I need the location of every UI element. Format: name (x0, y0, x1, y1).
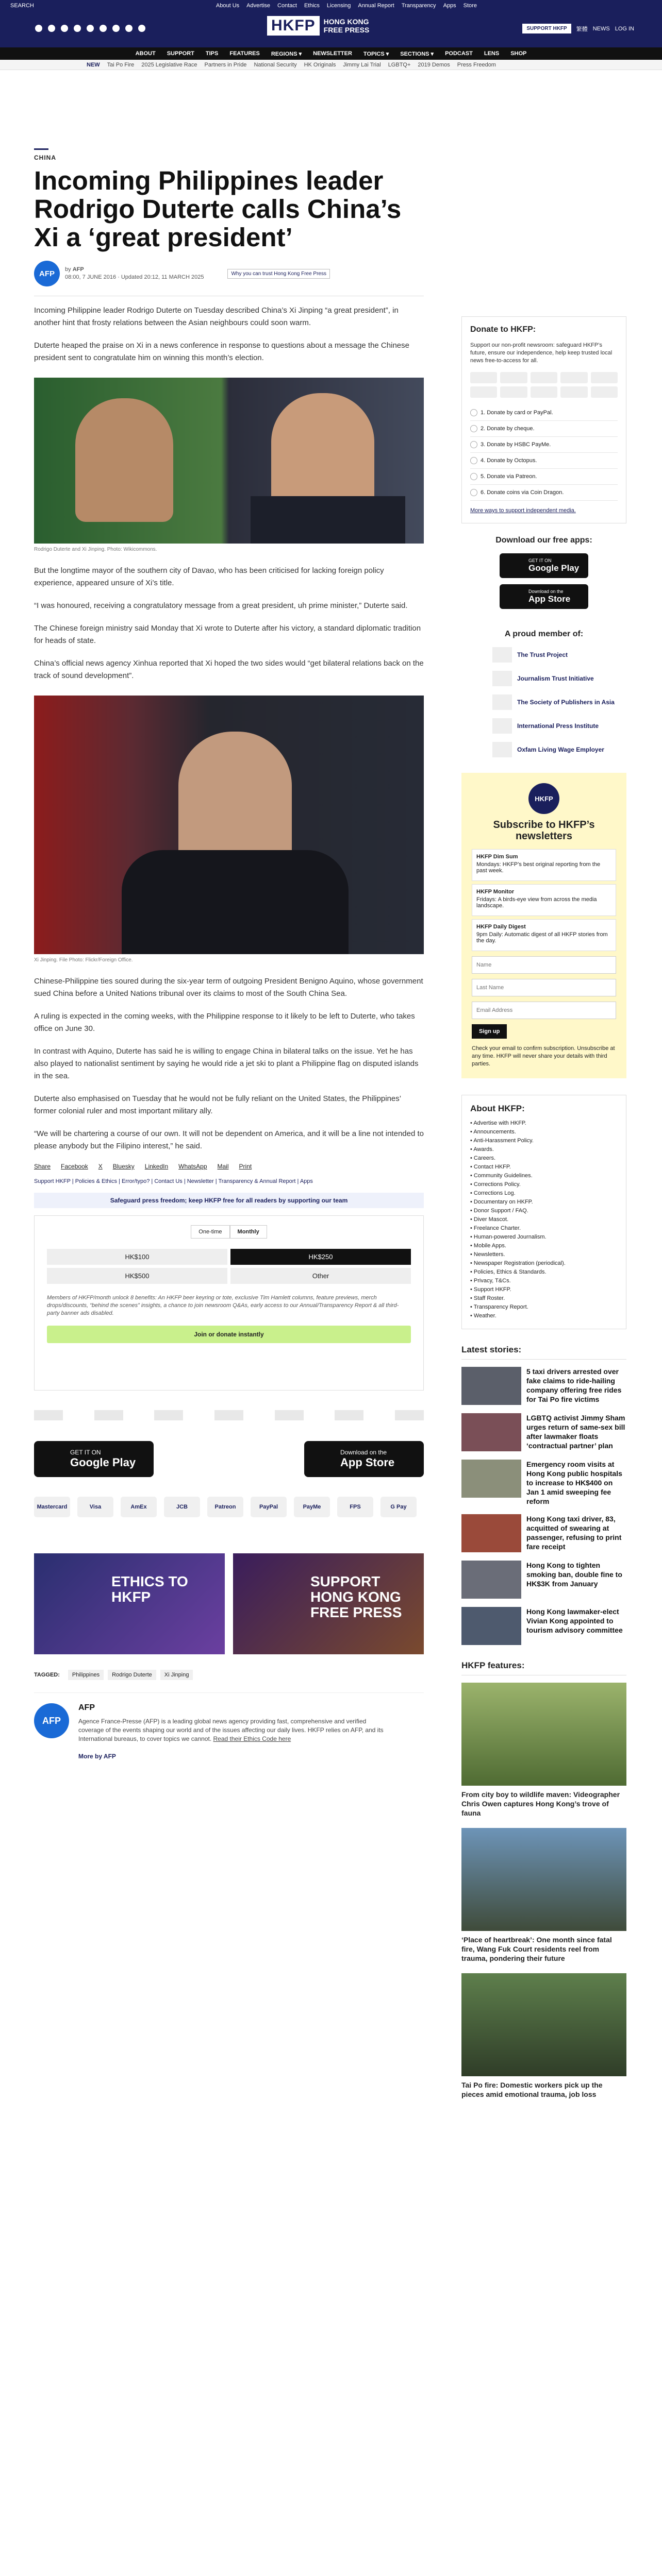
topbar-link-ethics[interactable]: Ethics (304, 3, 320, 9)
paragraph: Duterte heaped the praise on Xi in a news conference in response to questions about a message the Chinese president sent to congratulate him on winning this month’s election. (34, 341, 409, 362)
author-avatar[interactable]: AFP (34, 261, 60, 286)
option-desc: 9pm Daily: Automatic digest of all HKFP stories from the day. (476, 931, 608, 944)
trending-item[interactable]: National Security (254, 61, 297, 68)
visa-icon[interactable]: Visa (77, 1497, 113, 1517)
support-hkfp-button[interactable]: SUPPORT HKFP (522, 24, 571, 33)
google-play-badge[interactable] (500, 553, 588, 578)
search-link[interactable]: SEARCH (10, 3, 34, 9)
monthly-tab[interactable]: Monthly (230, 1225, 267, 1239)
author-bio-text: Agence France-Presse (AFP) is a leading global news agency providing fast, comprehensive and verified coverage of the events shaping our world and of the issues affecting our daily lives. HKFP relies on AFP, and its International bureaus, to cover topics we cannot. (78, 1718, 384, 1742)
share-facebook[interactable]: Facebook (61, 1163, 88, 1170)
rss-icon[interactable] (138, 25, 145, 32)
trust-link[interactable]: Why you can trust Hong Kong Free Press (227, 269, 330, 279)
topbar-link-store[interactable]: Store (463, 3, 477, 9)
donation-widget (34, 1215, 424, 1391)
trending-bar (0, 60, 662, 70)
topbar-link-apps[interactable]: Apps (443, 3, 456, 9)
about-link[interactable]: • Mobile Apps. (470, 1242, 618, 1250)
paypal-icon[interactable]: PayPal (251, 1497, 287, 1517)
amount-option-selected[interactable]: HK$250 (230, 1249, 411, 1265)
youtube-icon[interactable] (87, 25, 94, 32)
features-heading: HKFP features: (461, 1660, 626, 1675)
member-label: Journalism Trust Initiative (517, 675, 594, 682)
by-label: by (65, 266, 71, 273)
trending-item[interactable]: Jimmy Lai Trial (343, 61, 381, 68)
about-link[interactable]: • Privacy, T&Cs. (470, 1277, 618, 1285)
donate-option[interactable]: 4. Donate by Octopus. (470, 453, 618, 469)
donate-option[interactable]: 5. Donate via Patreon. (470, 469, 618, 485)
donate-option[interactable]: 2. Donate by cheque. (470, 421, 618, 437)
email-input[interactable] (472, 1002, 616, 1019)
promo-text: SUPPORT HONG KONG FREE PRESS (310, 1573, 402, 1620)
nav-lens[interactable]: LENS (484, 50, 500, 57)
trending-item[interactable]: Partners in Pride (204, 61, 247, 68)
about-link[interactable]: • Weather. (470, 1312, 618, 1320)
amex-icon[interactable]: AmEx (121, 1497, 157, 1517)
amount-options (47, 1249, 411, 1284)
one-time-tab[interactable]: One-time (191, 1225, 229, 1239)
mastercard-icon[interactable]: Mastercard (34, 1497, 70, 1517)
social-icons (35, 25, 145, 32)
ethics-code-link[interactable]: Read their Ethics Code here (213, 1735, 291, 1742)
donate-option[interactable]: 3. Donate by HSBC PayMe. (470, 437, 618, 453)
nav-shop[interactable]: SHOP (510, 50, 527, 57)
jti-icon (492, 671, 512, 686)
hkfp-logo[interactable] (335, 1410, 363, 1420)
latest-story[interactable] (461, 1607, 626, 1645)
feature-card[interactable] (461, 1973, 626, 2099)
paragraph: Chinese-Philippine ties soured during the six-year term of outgoing President Benigno Aquino, whose government sued China before a United Nations tribunal over its claims to most of the South China Sea. (34, 977, 423, 998)
app-store-button[interactable] (304, 1441, 424, 1477)
share-label: Share (34, 1163, 51, 1170)
member-label: Oxfam Living Wage Employer (517, 746, 604, 753)
share-print[interactable]: Print (239, 1163, 252, 1170)
tags-label: TAGGED: (34, 1672, 60, 1678)
feature-title: Tai Po fire: Domestic workers pick up the pieces amid emotional trauma, job loss (461, 2081, 603, 2098)
author-name[interactable]: AFP (72, 266, 84, 273)
patreon-icon[interactable]: Patreon (207, 1497, 243, 1517)
main-nav (0, 47, 662, 60)
member-jti[interactable] (492, 671, 626, 686)
donate-options (470, 405, 618, 501)
nav-about[interactable]: ABOUT (135, 50, 156, 57)
jcb-icon[interactable]: JCB (164, 1497, 200, 1517)
paragraph: Duterte also emphasised on Tuesday that he would not be fully reliant on the United States, the Philippines’ former colonial ruler and most important military ally. (34, 1094, 401, 1115)
paragraph: “We will be chartering a course of our own. It will not be dependent on America, and it will be a line not intended to please anybody but the Filipino interest,” he said. (34, 1129, 424, 1150)
feature-title: ‘Place of heartbreak’: One month since fatal fire, Wang Fuk Court residents reel from trauma, pondering their future (461, 1936, 612, 1962)
hkfp-badge-icon: HKFP (528, 783, 559, 814)
newsletter-note: Check your email to confirm subscription. Unsubscribe at any time. HKFP will never share your details with third parties. (472, 1045, 615, 1067)
news-link[interactable]: NEWS (592, 25, 610, 32)
promo-banners (34, 1553, 424, 1654)
donate-intro[interactable]: Support our non-profit newsroom: safeguard HKFP’s future, ensure our independence, help keep trusted local news free-to-access for all. (470, 342, 613, 364)
trending-item[interactable]: Press Freedom (457, 61, 496, 68)
trending-item[interactable]: HK Originals (304, 61, 336, 68)
photo-caption: Rodrigo Duterte and Xi Jinping. Photo: Wikicommons. (34, 547, 157, 552)
nav-sections[interactable]: SECTIONS ▾ (400, 50, 434, 57)
payment-logos (34, 1497, 424, 1517)
story-title: 5 taxi drivers arrested over fake claims to ride-hailing company offering free rides for Tai Po fire victims (526, 1367, 622, 1403)
about-heading: About HKFP: (470, 1104, 525, 1113)
option-title: HKFP Dim Sum (476, 854, 518, 860)
about-link[interactable]: • Policies, Ethics & Standards. (470, 1268, 618, 1277)
trending-item[interactable]: 2025 Legislative Race (141, 61, 197, 68)
nav-podcast[interactable]: PODCAST (445, 50, 473, 57)
share-bluesky[interactable]: Bluesky (112, 1163, 135, 1170)
option-title: HKFP Monitor (476, 889, 515, 895)
topbar-link-licensing[interactable]: Licensing (326, 3, 351, 9)
payment-icon (470, 372, 497, 383)
share-bar (34, 1163, 424, 1170)
features-section (461, 1660, 626, 2099)
about-link[interactable]: • Advertise with HKFP. (470, 1119, 618, 1128)
about-link[interactable]: • Documentary on HKFP. (470, 1198, 618, 1207)
xi-jinping-photo (34, 696, 424, 954)
nav-features[interactable]: FEATURES (229, 50, 260, 57)
instagram-icon[interactable] (61, 25, 68, 32)
about-link[interactable]: • Human-powered Journalism. (470, 1233, 618, 1242)
store-big-text: App Store (340, 1456, 395, 1469)
photo-caption: Xi Jinping. File Photo: Flickr/Foreign Office. (34, 957, 133, 963)
nav-regions[interactable]: REGIONS ▾ (271, 50, 302, 57)
story-thumb (461, 1460, 521, 1498)
mastodon-icon[interactable] (112, 25, 120, 32)
payment-grid (470, 372, 618, 398)
google-play-button[interactable] (34, 1441, 154, 1477)
paragraph: Incoming Philippine leader Rodrigo Duterte on Tuesday described China’s Xi Jinping “a great president”, in another hint that frosty relations between the Asian neighbours could soon warm. (34, 306, 399, 327)
promo-text: ETHICS TO HKFP (111, 1573, 188, 1605)
support-banner[interactable]: Safeguard press freedom; keep HKFP free for all readers by supporting our team (34, 1193, 424, 1208)
newsletter-option[interactable] (472, 849, 616, 881)
membership-note: Members of HKFP/month unlock 8 benefits: An HKFP beer keyring or tote, exclusive Tim Hamlett columns, feature previews, merch drops/discounts, “behind the scenes” insights, a chance to join newsroom Q&As, early access to our Annual/Transparency Report & all third-party banner ads disabled. (47, 1295, 399, 1316)
option-desc: Mondays: HKFP’s best original reporting from the past week. (476, 861, 601, 874)
login-link[interactable]: LOG IN (615, 25, 634, 32)
author-box (34, 1692, 424, 1761)
more-by-author-link[interactable]: More by AFP (78, 1753, 116, 1760)
topbar-link-annual-report[interactable]: Annual Report (358, 3, 394, 9)
paragraph: The Chinese foreign ministry said Monday that Xi wrote to Duterte after his victory, a standard diplomatic tradition for heads of state. (34, 624, 421, 645)
oxfam-icon (492, 742, 512, 757)
support-promo[interactable] (233, 1553, 424, 1654)
paragraph: “I was honoured, receiving a congratulatory message from a great president, uh prime minister,” Duterte said. (34, 601, 408, 610)
byline (34, 261, 424, 286)
story-thumb (461, 1514, 521, 1552)
about-link[interactable]: • Diver Mascot. (470, 1215, 618, 1224)
option-desc: Fridays: A birds-eye view from across the media landscape. (476, 896, 597, 909)
donate-box (461, 316, 626, 523)
ipi-icon (492, 718, 512, 734)
about-box (461, 1095, 626, 1329)
share-whatsapp[interactable]: WhatsApp (178, 1163, 207, 1170)
ethics-promo[interactable] (34, 1553, 225, 1654)
ipi-logo[interactable] (214, 1410, 243, 1420)
story-thumb (461, 1413, 521, 1451)
story-title: Hong Kong lawmaker-elect Vivian Kong appointed to tourism advisory committee (526, 1607, 623, 1634)
language-toggle[interactable]: 繁體 (576, 26, 588, 32)
payment-icon (591, 386, 618, 398)
oxfam-logo[interactable] (275, 1410, 304, 1420)
store-big-text: Google Play (70, 1456, 136, 1469)
author-avatar[interactable]: AFP (34, 1703, 69, 1738)
article-title: Incoming Philippines leader Rodrigo Duterte calls China’s Xi a ‘great president’ (34, 166, 402, 252)
sopa-logo[interactable] (154, 1410, 183, 1420)
payment-icon (591, 372, 618, 383)
about-link[interactable]: • Careers. (470, 1154, 618, 1163)
topbar-link-contact[interactable]: Contact (277, 3, 297, 9)
about-link[interactable]: • Corrections Policy. (470, 1180, 618, 1189)
story-title: Emergency room visits at Hong Kong public hospitals to increase to HK$400 on Jan 1 amid sweeping fee reform (526, 1460, 622, 1505)
feature-card[interactable] (461, 1683, 626, 1818)
header-actions (522, 24, 634, 33)
about-link[interactable]: • Contact HKFP. (470, 1163, 618, 1172)
tag-list (34, 1670, 424, 1680)
apps-heading: Download our free apps: (495, 536, 592, 545)
last-name-input[interactable] (472, 979, 616, 996)
nav-tips[interactable]: TIPS (205, 50, 219, 57)
about-link[interactable]: • Donor Support / FAQ. (470, 1207, 618, 1215)
logo-text: HONG KONG FREE PRESS (323, 18, 370, 34)
story-title: LGBTQ activist Jimmy Sham urges return of same-sex bill after lawmaker floats ‘contractual partner’ plan (526, 1414, 625, 1450)
nav-support[interactable]: SUPPORT (167, 50, 194, 57)
story-thumb (461, 1561, 521, 1599)
latest-story[interactable] (461, 1561, 626, 1599)
app-store-row (34, 1441, 424, 1477)
trust-project-logo[interactable] (34, 1410, 63, 1420)
about-link[interactable]: • Transparency Report. (470, 1303, 618, 1312)
newsletter-option[interactable] (472, 919, 616, 951)
byline-text (65, 266, 204, 281)
amount-option[interactable]: HK$500 (47, 1268, 227, 1284)
facebook-icon[interactable] (35, 25, 42, 32)
member-trust-project[interactable] (492, 647, 626, 663)
payment-icon (500, 372, 527, 383)
nav-newsletter[interactable]: NEWSLETTER (313, 50, 352, 57)
donate-heading: Donate to HKFP: (470, 325, 536, 334)
paragraph: A ruling is expected in the coming weeks, with the Philippine response to it likely to be left to Duterte, who takes office on June 30. (34, 1012, 415, 1033)
share-linkedin[interactable]: LinkedIn (144, 1163, 169, 1170)
hkfp-lens-logo[interactable] (395, 1410, 424, 1420)
story-thumb (461, 1367, 521, 1405)
latest-story[interactable] (461, 1460, 626, 1506)
newsletter-option[interactable] (472, 884, 616, 916)
brand-header (0, 11, 662, 47)
donate-option[interactable]: 1. Donate by card or PayPal. (470, 405, 618, 421)
member-ipi[interactable] (492, 718, 626, 734)
category-rule (34, 148, 48, 150)
payment-icon (560, 372, 587, 383)
author-name[interactable]: AFP (78, 1703, 95, 1712)
latest-story[interactable] (461, 1514, 626, 1552)
about-link[interactable]: • Anti-Harassment Policy. (470, 1137, 618, 1145)
trust-project-icon (492, 647, 512, 663)
paragraph: China’s official news agency Xinhua reported that Xi hoped the two sides would “get bilateral relations back on the track of sound development”. (34, 659, 424, 680)
share-x[interactable]: X (98, 1163, 103, 1170)
tag[interactable]: Xi Jinping (160, 1670, 193, 1680)
badge-small: GET IT ON (528, 558, 552, 563)
site-logo[interactable] (267, 16, 373, 36)
about-link[interactable]: • Awards. (470, 1145, 618, 1154)
newsletter-box (461, 773, 626, 1078)
app-store-badge[interactable] (500, 584, 588, 609)
payment-icon (531, 386, 557, 398)
payment-icon (560, 386, 587, 398)
member-logos-row (34, 1410, 424, 1420)
badge-big: Google Play (528, 563, 580, 573)
feature-image (461, 1973, 626, 2076)
option-title: HKFP Daily Digest (476, 924, 526, 930)
payme-icon[interactable]: PayMe (294, 1497, 330, 1517)
latest-stories (461, 1345, 626, 1645)
about-link[interactable]: • Announcements. (470, 1128, 618, 1137)
footer-links[interactable]: Support HKFP | Policies & Ethics | Error/typo? | Contact Us | Newsletter | Transparency & Annual Report | Apps (34, 1178, 313, 1184)
article (34, 148, 424, 1761)
store-small-text: GET IT ON (70, 1449, 101, 1456)
bluesky-icon[interactable] (100, 25, 107, 32)
about-link[interactable]: • Staff Roster. (470, 1294, 618, 1303)
member-sopa[interactable] (492, 694, 626, 710)
about-link[interactable]: • Corrections Log. (470, 1189, 618, 1198)
signup-button[interactable]: Sign up (472, 1024, 507, 1039)
duterte-xi-photo (34, 378, 424, 544)
topbar-link-advertise[interactable]: Advertise (246, 3, 271, 9)
threads-icon[interactable] (74, 25, 81, 32)
article-category[interactable]: CHINA (34, 154, 56, 161)
member-heading: A proud member of: (504, 630, 584, 638)
paragraph: In contrast with Aquino, Duterte has said he is willing to engage China in bilateral talks on the issue. Yet he has also played to nationalist sentiment by saying he would ride a jet ski to plant a Philippine flag on disputed islands in the sea. (34, 1047, 419, 1080)
amount-option[interactable]: HK$100 (47, 1249, 227, 1265)
story-title: Hong Kong taxi driver, 83, acquitted of swearing at passenger, refusing to print fare receipt (526, 1515, 622, 1551)
nav-topics[interactable]: TOPICS ▾ (363, 50, 389, 57)
logo-mark: HKFP (267, 16, 320, 36)
latest-story[interactable] (461, 1413, 626, 1451)
fps-icon[interactable]: FPS (337, 1497, 373, 1517)
topbar-link-transparency[interactable]: Transparency (401, 3, 436, 9)
tag[interactable]: Rodrigo Duterte (108, 1670, 156, 1680)
top-utility-bar (0, 0, 662, 11)
feature-image (461, 1828, 626, 1931)
feature-card[interactable] (461, 1828, 626, 1963)
latest-heading: Latest stories: (461, 1345, 626, 1360)
badge-big: App Store (528, 594, 571, 604)
latest-story[interactable] (461, 1367, 626, 1405)
first-name-input[interactable] (472, 956, 616, 974)
article-date: 08:00, 7 JUNE 2016 · Updated 20:12, 11 MARCH 2025 (65, 274, 204, 280)
trending-item[interactable]: Tai Po Fire (107, 61, 135, 68)
join-donate-button[interactable]: Join or donate instantly (47, 1326, 411, 1343)
payment-icon (531, 372, 557, 383)
donate-option[interactable]: 6. Donate coins via Coin Dragon. (470, 485, 618, 501)
linkedin-icon[interactable] (125, 25, 133, 32)
trending-item[interactable]: LGBTQ+ (388, 61, 411, 68)
feature-image (461, 1683, 626, 1786)
badge-small: Download on the (528, 589, 564, 594)
payment-icon (500, 386, 527, 398)
paragraph: But the longtime mayor of the southern city of Davao, who has been criticised for lacking foreign policy experience, appeared unsure of Xi’s title. (34, 566, 384, 587)
feature-title: From city boy to wildlife maven: Videographer Chris Owen captures Hong Kong’s trove of fauna (461, 1790, 620, 1817)
frequency-toggle (47, 1225, 411, 1239)
amount-option[interactable]: Other (230, 1268, 411, 1284)
store-small-text: Download on the (340, 1449, 387, 1456)
share-mail[interactable]: Mail (217, 1163, 229, 1170)
payment-icon (470, 386, 497, 398)
member-label: International Press Institute (517, 722, 599, 730)
about-link[interactable]: • Support HKFP. (470, 1285, 618, 1294)
member-oxfam[interactable] (492, 742, 626, 757)
member-label: The Trust Project (517, 651, 568, 658)
topbar-link-about[interactable]: About Us (216, 3, 240, 9)
x-icon[interactable] (48, 25, 55, 32)
jti-logo[interactable] (94, 1410, 123, 1420)
new-label: NEW (87, 61, 100, 68)
story-title: Hong Kong to tighten smoking ban, double fine to HK$3K from January (526, 1561, 622, 1588)
about-list (470, 1119, 618, 1320)
sidebar (461, 316, 626, 2109)
sopa-icon (492, 694, 512, 710)
author-bio (78, 1703, 388, 1761)
about-link[interactable]: • Newsletters. (470, 1250, 618, 1259)
gpay-icon[interactable]: G Pay (380, 1497, 417, 1517)
tag[interactable]: Philippines (68, 1670, 104, 1680)
about-link[interactable]: • Freelance Charter. (470, 1224, 618, 1233)
story-thumb (461, 1607, 521, 1645)
about-link[interactable]: • Community Guidelines. (470, 1172, 618, 1180)
trending-item[interactable]: 2019 Demos (418, 61, 450, 68)
more-ways-link[interactable]: More ways to support independent media. (470, 507, 576, 514)
member-label: The Society of Publishers in Asia (517, 699, 615, 706)
about-link[interactable]: • Newspaper Registration (periodical). (470, 1259, 618, 1268)
newsletter-heading: Subscribe to HKFP’s newsletters (493, 819, 595, 842)
